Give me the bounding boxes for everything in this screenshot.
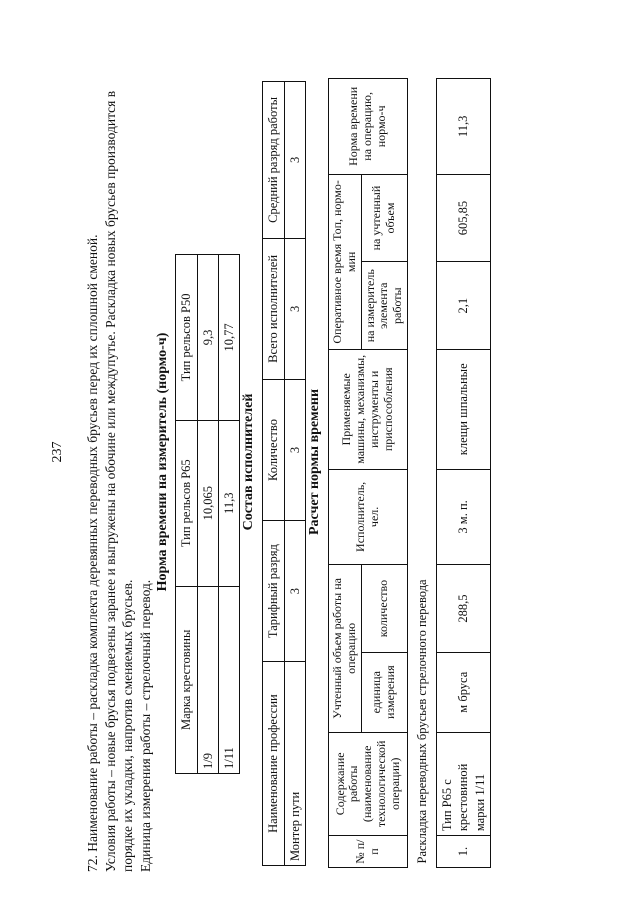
table-cell: 3 xyxy=(284,379,305,520)
norm-table-title: Норма времени на измеритель (нормо-ч) xyxy=(155,332,171,592)
table-cell: 11,3 xyxy=(218,420,239,586)
calc-header-num: № п/п xyxy=(329,836,408,868)
work-conditions-text: Условия работы – новые брусья подвезены заранее и выгружены на обочине или междупутье. Раскладка новых брусьев производится в порядке их укладки, напротив сменяемых брусьев. xyxy=(102,90,136,872)
calc-header-top-vol: на учтенный объем xyxy=(361,174,407,262)
table-row xyxy=(437,79,491,868)
calc-header-top-per: на измеритель элемента работы xyxy=(361,262,407,350)
crew-header-grade: Тарифный разряд xyxy=(263,521,284,662)
calc-header-content: Содержание работы (наименование технологической операции) xyxy=(329,732,408,836)
norm-header-p50: Тип рельсов Р50 xyxy=(176,255,197,421)
table-cell: 2,1 xyxy=(437,262,491,350)
calc-table xyxy=(328,78,491,868)
table-cell: 3 xyxy=(284,238,305,379)
table-cell: 11,3 xyxy=(437,79,491,175)
table-cell: 3 м. п. xyxy=(437,469,491,565)
table-cell: 3 xyxy=(284,82,305,239)
calc-header-unit: единица измерения xyxy=(361,652,407,732)
table-cell: 605,85 xyxy=(437,174,491,262)
calc-section-label: Раскладка переводных брусьев стрелочного перевода xyxy=(407,79,436,868)
crew-table-title: Состав исполнителей xyxy=(241,393,257,531)
crew-header-total: Всего исполнителей xyxy=(263,238,284,379)
calc-header-qty: количество xyxy=(361,565,407,653)
table-cell: клещи шпальные xyxy=(437,350,491,470)
table-cell: 9,3 xyxy=(197,255,218,421)
table-cell: 1/11 xyxy=(218,586,239,773)
crew-table xyxy=(262,81,306,866)
crew-header-avg-grade: Средний разряд работы xyxy=(263,82,284,239)
measurement-unit-text: Единица измерения работы – стрелочный перевод. xyxy=(137,579,153,872)
calc-header-top: Оперативное время Топ, нормо-мин xyxy=(329,174,362,349)
document-body xyxy=(84,52,624,872)
table-cell: 10,065 xyxy=(197,420,218,586)
crew-header-profession: Наименование профессии xyxy=(263,662,284,866)
crew-header-quantity: Количество xyxy=(263,379,284,520)
calc-header-volume: Учтенный объем работы на операцию xyxy=(329,565,362,732)
table-row xyxy=(284,82,305,866)
table-row xyxy=(218,255,239,774)
calc-header-tools: Применяемые машины, механизмы, инструменты и приспособления xyxy=(329,350,408,470)
table-cell: Монтер пути xyxy=(284,662,305,866)
table-cell: Тип Р65 с крестовиной марки 1/11 xyxy=(437,732,491,836)
table-cell: 3 xyxy=(284,521,305,662)
calc-header-executor: Исполнитель, чел. xyxy=(329,469,408,565)
page-number: 237 xyxy=(50,441,65,463)
table-cell: 1/9 xyxy=(197,586,218,773)
norm-header-mark: Марка крестовины xyxy=(176,586,197,773)
calc-table-title: Расчет нормы времени xyxy=(306,388,322,536)
table-cell: 288,5 xyxy=(437,565,491,653)
calc-header-norm: Норма времени на операцию, нормо-ч xyxy=(329,79,408,175)
norm-header-p65: Тип рельсов Р65 xyxy=(176,420,197,586)
table-cell: 1. xyxy=(437,836,491,868)
table-row xyxy=(197,255,218,774)
table-cell: 10,77 xyxy=(218,255,239,421)
work-name-text: 72. Наименование работы – раскладка комплекта деревянных переводных брусьев перед их сплошной сменой. xyxy=(85,234,100,872)
norm-table xyxy=(175,254,240,774)
table-cell: м бруса xyxy=(437,652,491,732)
